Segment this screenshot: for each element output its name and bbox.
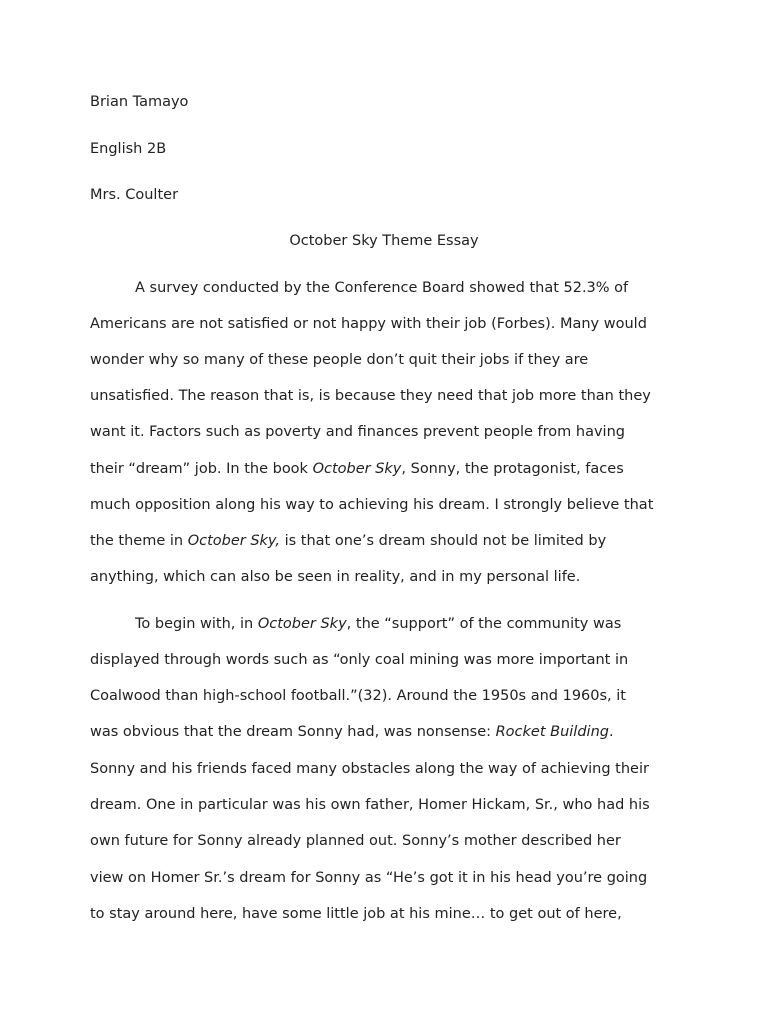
paragraph1-line: unsatisfied. The reason that is, is because they need that job more than they [90,388,651,404]
paragraph2-line [90,722,614,742]
paragraph1-line: anything, which can also be seen in reality, and in my personal life. [90,569,581,585]
paragraph1-line [90,459,624,479]
line-text: was obvious that the dream Sonny had, was nonsense: [90,724,496,740]
author-name: Brian Tamayo [90,94,189,110]
paragraph2-line: Sonny and his friends faced many obstacles along the way of achieving their [90,761,649,777]
paragraph1-line: A survey conducted by the Conference Board showed that 52.3% of [135,280,629,296]
book-title-italic: October Sky [312,461,402,477]
dream-italic: Rocket Building [495,724,609,740]
line-text: . [608,724,614,740]
paragraph2-line: Coalwood than high-school football.”(32). Around the 1950s and 1960s, it [90,688,626,704]
line-text: To begin with, in [135,616,258,632]
book-title-italic: October Sky [257,616,347,632]
paragraph2-line [135,614,621,634]
paragraph1-line: Americans are not satisfied or not happy with their job (Forbes). Many would [90,316,647,332]
paragraph1-line: much opposition along his way to achieving his dream. I strongly believe that [90,497,654,513]
teacher-name: Mrs. Coulter [90,187,179,203]
essay-title: October Sky Theme Essay [289,233,479,249]
paragraph2-line: view on Homer Sr.’s dream for Sonny as “He’s got it in his head you’re going [90,870,648,886]
line-text: , the “support” of the community was [346,616,622,632]
paragraph2-line: displayed through words such as “only coal mining was more important in [90,652,629,668]
paragraph1-line: want it. Factors such as poverty and finances prevent people from having [90,424,625,440]
paragraph1-line [90,531,606,551]
line-text: the theme in [90,533,188,549]
course-name: English 2B [90,141,167,157]
line-text: , Sonny, the protagonist, faces [401,461,624,477]
paragraph2-line: dream. One in particular was his own father, Homer Hickam, Sr., who had his [90,797,650,813]
paragraph2-line: own future for Sonny already planned out. Sonny’s mother described her [90,833,621,849]
book-title-italic: October Sky, [187,533,280,549]
paragraph1-line: wonder why so many of these people don’t quit their jobs if they are [90,352,589,368]
paragraph2-line: to stay around here, have some little job at his mine… to get out of here, [90,906,622,922]
line-text: their “dream” job. In the book [90,461,313,477]
line-text: is that one’s dream should not be limited by [280,533,607,549]
